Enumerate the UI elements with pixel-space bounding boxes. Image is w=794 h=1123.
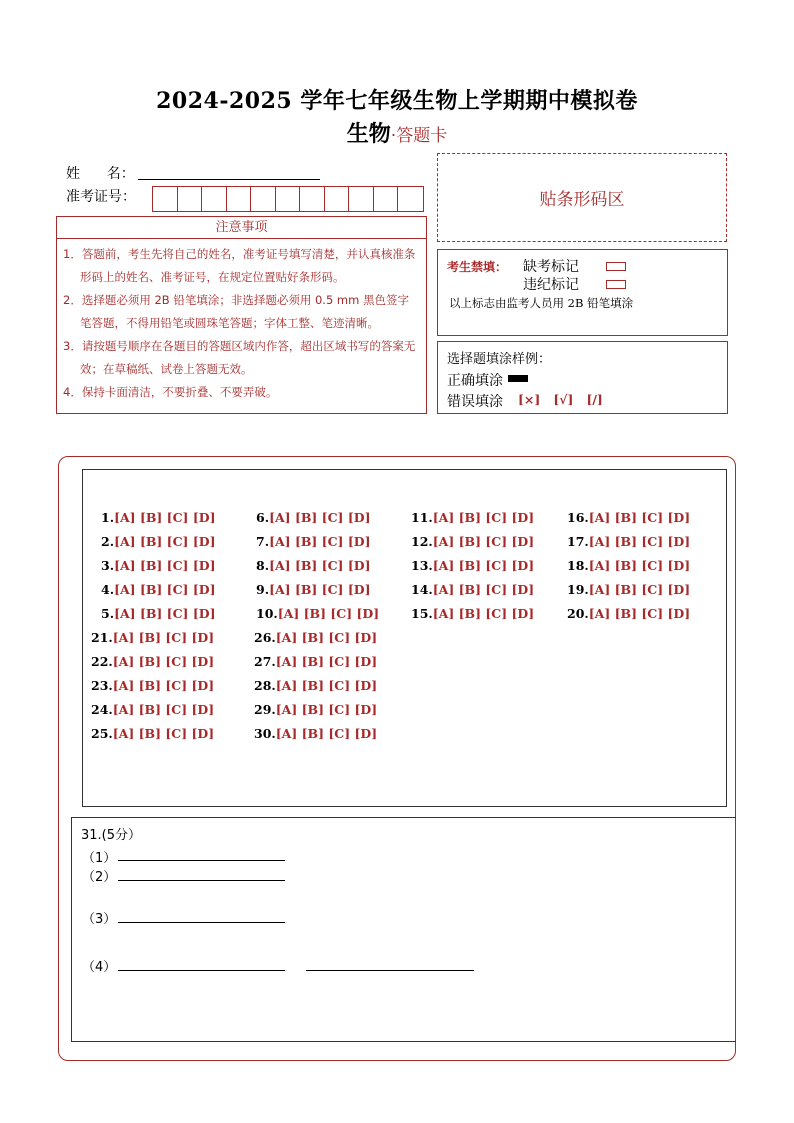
question-26-row (254, 630, 377, 645)
question-24-row (91, 702, 214, 717)
answer-choices[interactable]: [A] [B] [C] [D] (112, 702, 215, 717)
question-14-row (411, 582, 534, 597)
id-digit-cell[interactable] (153, 187, 178, 211)
answer-choices[interactable]: [A] [B] [C] [D] (277, 606, 380, 621)
question-number: 29. (254, 702, 276, 717)
id-digit-cell[interactable] (178, 187, 203, 211)
question-number: 26. (254, 630, 276, 645)
question-number: 7. (256, 534, 270, 549)
question-number: 25. (91, 726, 113, 741)
id-digit-cell[interactable] (300, 187, 325, 211)
question-number: 10. (256, 606, 278, 621)
question-number: 22. (91, 654, 113, 669)
question-number: 16. (567, 510, 589, 525)
answer-choices[interactable]: [A] [B] [C] [D] (432, 534, 535, 549)
id-digit-cell[interactable] (276, 187, 301, 211)
question-number: 27. (254, 654, 276, 669)
sample-title: 选择题填涂样例： (447, 352, 552, 367)
notice-box (56, 216, 427, 414)
question-12-row (411, 534, 534, 549)
q31-part-label: （4） (82, 960, 117, 975)
question-number: 28. (254, 678, 276, 693)
question-number: 8. (256, 558, 270, 573)
question-20-row (567, 606, 690, 621)
answer-choices[interactable]: [A] [B] [C] [D] (112, 678, 215, 693)
answer-choices[interactable]: [A] [B] [C] [D] (114, 582, 216, 597)
id-digit-cell[interactable] (325, 187, 350, 211)
name-field[interactable] (138, 179, 320, 180)
wrong-fill-label: 错误填涂 (447, 394, 503, 410)
q31-part-label: （1） (82, 851, 117, 866)
notice-item: 1．答题前，考生先将自己的姓名，准考证号填写清楚，并认真核准条形码上的姓名、准考证号，在规定位置贴好条形码。 (63, 247, 416, 284)
answer-choices[interactable]: [A] [B] [C] [D] (114, 534, 216, 549)
answer-choices[interactable]: [A] [B] [C] [D] (112, 726, 215, 741)
absent-mark-box[interactable] (606, 262, 626, 271)
question-number: 4. (101, 582, 115, 597)
id-digit-cell[interactable] (349, 187, 374, 211)
question-5-row (101, 606, 216, 621)
answer-choices[interactable]: [A] [B] [C] [D] (114, 510, 216, 525)
id-digit-cell[interactable] (251, 187, 276, 211)
question-28-row (254, 678, 377, 693)
answer-line[interactable] (118, 880, 285, 881)
notice-item: 2．选择题必须用 2B 铅笔填涂；非选择题必须用 0.5 mm 黑色签字笔答题，不得用铅笔或圆珠笔答题；字体工整、笔迹清晰。 (63, 293, 409, 330)
id-digit-cell[interactable] (202, 187, 227, 211)
question-18-row (567, 558, 690, 573)
question-17-row (567, 534, 690, 549)
question-number: 17. (567, 534, 589, 549)
question-number: 20. (567, 606, 589, 621)
notice-heading: 注意事项 (57, 217, 426, 239)
question-10-row (256, 606, 379, 621)
question-number: 14. (411, 582, 433, 597)
subtitle-dot: · (390, 126, 397, 146)
question-number: 21. (91, 630, 113, 645)
question-29-row (254, 702, 377, 717)
question-number: 13. (411, 558, 433, 573)
question-21-row (91, 630, 214, 645)
answer-choices[interactable]: [A] [B] [C] [D] (269, 534, 371, 549)
answer-choices[interactable]: [A] [B] [C] [D] (269, 558, 371, 573)
correct-fill-mark (508, 375, 528, 382)
question-30-row (254, 726, 377, 741)
answer-line[interactable] (306, 970, 474, 971)
page-title: 2024-2025 学年七年级生物上学期期中模拟卷 (156, 88, 638, 114)
question-1-row (101, 510, 216, 525)
question-22-row (91, 654, 214, 669)
exam-id-grid[interactable] (152, 186, 424, 212)
answer-choices[interactable]: [A] [B] [C] [D] (112, 630, 215, 645)
question-2-row (101, 534, 216, 549)
answer-choices[interactable]: [A] [B] [C] [D] (114, 558, 216, 573)
answer-choices[interactable]: [A] [B] [C] [D] (275, 726, 378, 741)
question-number: 23. (91, 678, 113, 693)
absent-label: 缺考标记 (523, 259, 579, 275)
q31-part-label: （3） (82, 912, 117, 927)
answer-choices[interactable]: [A] [B] [C] [D] (432, 510, 535, 525)
answer-card-label: 答题卡 (396, 126, 448, 146)
question-number: 12. (411, 534, 433, 549)
forbidden-label: 考生禁填： (447, 260, 508, 274)
answer-choices[interactable]: [A] [B] [C] [D] (114, 606, 216, 621)
q31-part-label: （2） (82, 870, 117, 885)
question-4-row (101, 582, 216, 597)
notice-item: 4．保持卡面清洁，不要折叠、不要弄破。 (63, 385, 278, 399)
answer-choices[interactable]: [A] [B] [C] [D] (269, 582, 371, 597)
question-number: 6. (256, 510, 270, 525)
notice-item: 3．请按题号顺序在各题目的答题区域内作答，超出区域书写的答案无效；在草稿纸、试卷上答题无效。 (63, 339, 416, 376)
question-25-row (91, 726, 214, 741)
question-13-row (411, 558, 534, 573)
name-label: 姓 名： (66, 166, 135, 182)
question-23-row (91, 678, 214, 693)
multiple-choice-box (82, 469, 727, 807)
answer-choices[interactable]: [A] [B] [C] [D] (275, 630, 378, 645)
examiner-only-box (437, 249, 728, 336)
question-6-row (256, 510, 371, 525)
question-3-row (101, 558, 216, 573)
fill-sample-box (437, 341, 728, 414)
answer-choices[interactable]: [A] [B] [C] [D] (588, 582, 691, 597)
answer-choices[interactable]: [A] [B] [C] [D] (432, 582, 535, 597)
question-number: 9. (256, 582, 270, 597)
answer-choices[interactable]: [A] [B] [C] [D] (112, 654, 215, 669)
answer-choices[interactable]: [A] [B] [C] [D] (588, 558, 691, 573)
answer-line[interactable] (118, 922, 285, 923)
question-15-row (411, 606, 534, 621)
id-digit-cell[interactable] (398, 187, 423, 211)
correct-fill-label: 正确填涂 (447, 373, 503, 389)
id-digit-cell[interactable] (374, 187, 399, 211)
wrong-fill-marks: [×] [√] [/] (518, 392, 603, 407)
question-number: 3. (101, 558, 115, 573)
violation-mark-box[interactable] (606, 280, 626, 289)
question-27-row (254, 654, 377, 669)
answer-choices[interactable]: [A] [B] [C] [D] (275, 702, 378, 717)
question-31-heading: 31.(5分） (81, 828, 142, 843)
question-number: 11. (411, 510, 433, 525)
answer-choices[interactable]: [A] [B] [C] [D] (432, 558, 535, 573)
violation-label: 违纪标记 (523, 277, 579, 293)
question-9-row (256, 582, 371, 597)
question-number: 1. (101, 510, 115, 525)
question-number: 15. (411, 606, 433, 621)
answer-line[interactable] (118, 970, 285, 971)
question-8-row (256, 558, 371, 573)
card-subtitle (0, 117, 794, 148)
answer-choices[interactable]: [A] [B] [C] [D] (588, 534, 691, 549)
question-7-row (256, 534, 371, 549)
answer-choices[interactable]: [A] [B] [C] [D] (588, 510, 691, 525)
question-11-row (411, 510, 534, 525)
question-19-row (567, 582, 690, 597)
question-31-box (71, 817, 736, 1042)
question-16-row (567, 510, 690, 525)
forbidden-note: 以上标志由监考人员用 2B 铅笔填涂 (449, 296, 634, 310)
answer-choices[interactable]: [A] [B] [C] [D] (432, 606, 535, 621)
barcode-area: 贴条形码区 (437, 153, 727, 242)
question-number: 24. (91, 702, 113, 717)
id-label: 准考证号： (66, 189, 136, 205)
question-number: 19. (567, 582, 589, 597)
question-number: 30. (254, 726, 276, 741)
answer-choices[interactable]: [A] [B] [C] [D] (275, 654, 378, 669)
answer-choices[interactable]: [A] [B] [C] [D] (269, 510, 371, 525)
answer-choices[interactable]: [A] [B] [C] [D] (588, 606, 691, 621)
question-number: 2. (101, 534, 115, 549)
question-number: 18. (567, 558, 589, 573)
id-digit-cell[interactable] (227, 187, 252, 211)
answer-choices[interactable]: [A] [B] [C] [D] (275, 678, 378, 693)
subject-label: 生物 (346, 121, 391, 147)
question-number: 5. (101, 606, 115, 621)
answer-line[interactable] (118, 860, 285, 861)
